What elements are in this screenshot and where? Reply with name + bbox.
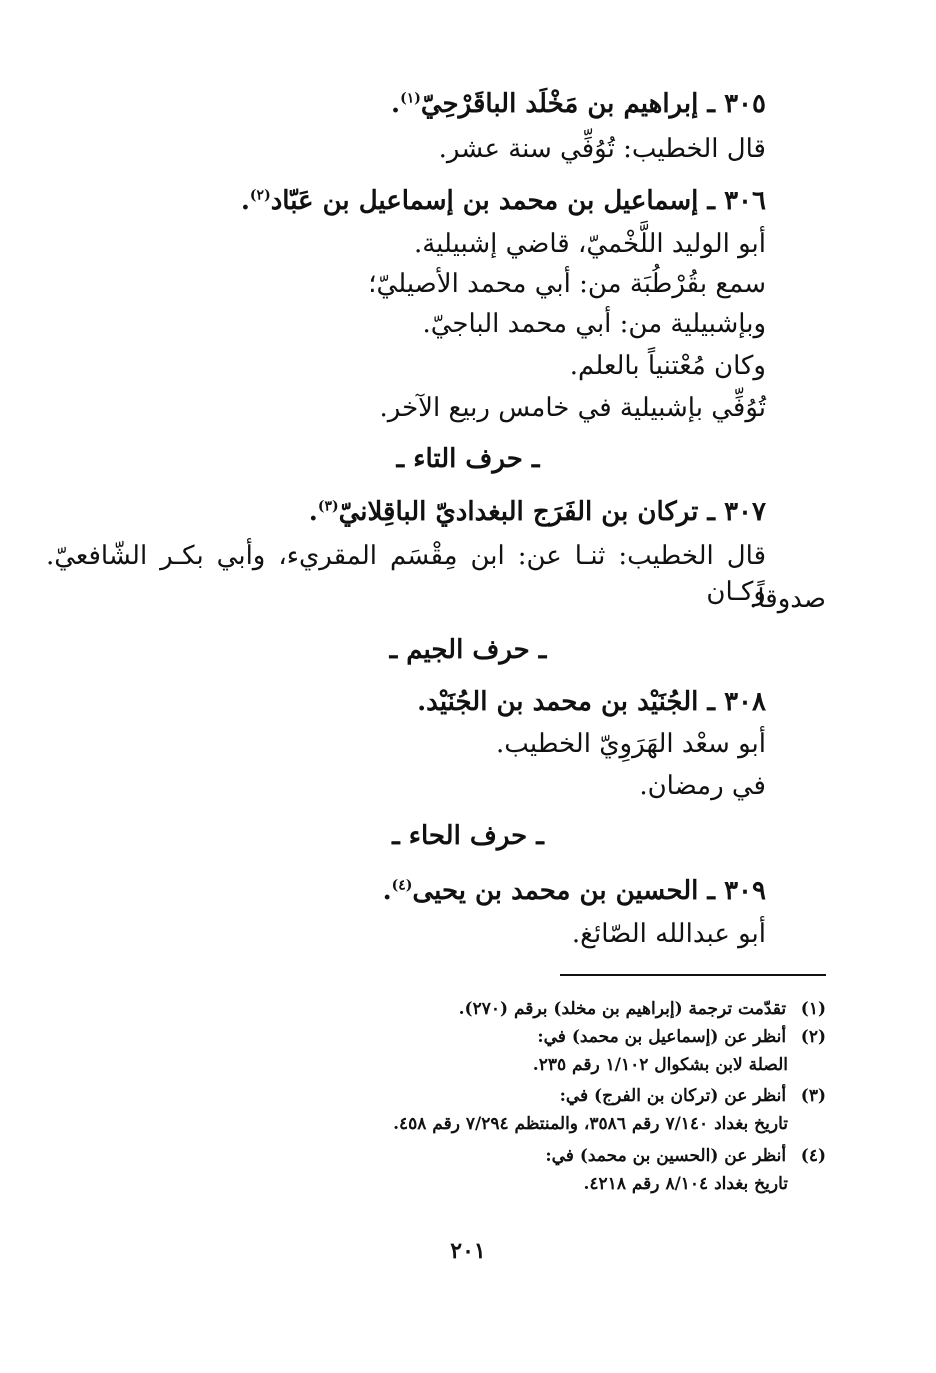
- entry-308-line: أبو سعْد الهَرَوِيّ الخطيب.: [496, 729, 766, 759]
- entry-305-title-end: .: [391, 89, 401, 119]
- section-heading-jeem: ـ حرف الجيم ـ: [389, 635, 547, 665]
- entry-307-title-text: ٣٠٧ ـ تركان بن الفَرَج البغداديّ الباقِلانيّ: [338, 497, 766, 527]
- entry-308-line: في رمضان.: [639, 771, 766, 801]
- entry-307-title-end: .: [308, 497, 318, 527]
- footnote-number: (٢): [800, 1027, 826, 1047]
- entry-307-line: قال الخطيب: ثنـا عن: ابن مِقْسَم المقريء، وأبي بكـر الشّافعيّ. وكـان: [46, 541, 766, 607]
- footnote: [560, 1083, 826, 1109]
- footnote-text: تاريخ بغداد ٧/١٤٠ رقم ٣٥٨٦، والمنتظم ٧/٢٩٤ رقم ٤٥٨.: [393, 1114, 788, 1134]
- entry-309-title-end: .: [382, 876, 392, 906]
- entry-306-line: تُوُفِّي بإشبيلية في خامس ربيع الآخر.: [379, 393, 766, 423]
- page-number: ٢٠١: [450, 1238, 486, 1264]
- entry-305-title: [391, 86, 766, 122]
- footnote-ref-1: (١): [400, 90, 421, 107]
- entry-306-title-text: ٣٠٦ ـ إسماعيل بن محمد بن إسماعيل بن عَبّاد: [270, 186, 766, 216]
- footnote-text: تاريخ بغداد ٨/١٠٤ رقم ٤٢١٨.: [583, 1174, 788, 1194]
- footnote-number: (٤): [800, 1146, 826, 1166]
- entry-305-title-text: ٣٠٥ ـ إبراهيم بن مَخْلَد الباقَرْحِيّ: [420, 89, 766, 119]
- entry-308-title: ٣٠٨ ـ الجُنَيْد بن محمد بن الجُنَيْد.: [417, 687, 766, 717]
- footnote: [459, 996, 826, 1022]
- footnote-number: (٣): [800, 1086, 826, 1106]
- section-heading-taa: ـ حرف التاء ـ: [396, 444, 540, 474]
- footnote-ref-2: (٢): [249, 187, 271, 204]
- footnote-ref-4: (٤): [391, 877, 413, 894]
- footnote-text: أنظر عن (الحسين بن محمد) في:: [545, 1146, 787, 1166]
- footnote-text: أنظر عن (إسماعيل بن محمد) في:: [537, 1027, 787, 1047]
- entry-309-line: أبو عبدالله الصّائغ.: [571, 919, 766, 949]
- entry-306-line: وبإشبيلية من: أبي محمد الباجيّ.: [422, 309, 766, 339]
- footnote: [537, 1024, 826, 1050]
- footnote-separator: [560, 974, 826, 976]
- entry-306-title-end: .: [240, 186, 250, 216]
- entry-307-title: [309, 494, 766, 530]
- entry-306-line: سمع بقُرْطُبَة من: أبي محمد الأصيليّ؛: [368, 269, 766, 299]
- entry-306-line: أبو الوليد اللَّخْميّ، قاضي إشبيلية.: [413, 229, 766, 259]
- footnote-text: الصلة لابن بشكوال ١/١٠٢ رقم ٢٣٥.: [532, 1055, 788, 1075]
- footnote-ref-3: (٣): [317, 498, 339, 515]
- entry-306-title: [241, 183, 766, 219]
- footnote: [545, 1143, 826, 1169]
- entry-309-title: [383, 873, 766, 909]
- footnote-text: أنظر عن (تركان بن الفرج) في:: [559, 1086, 787, 1106]
- section-heading-haa: ـ حرف الحاء ـ: [392, 821, 544, 851]
- footnote-text: تقدّمت ترجمة (إبراهيم بن مخلد) برقم (٢٧٠).: [458, 999, 787, 1019]
- footnote-number: (١): [800, 999, 826, 1019]
- entry-307-line: صدوقاً.: [749, 584, 826, 614]
- entry-306-line: وكان مُعْتنياً بالعلم.: [569, 351, 766, 381]
- entry-305-line: قال الخطيب: تُوُفِّي سنة عشر.: [438, 134, 766, 164]
- entry-309-title-text: ٣٠٩ ـ الحسين بن محمد بن يحيى: [412, 876, 766, 906]
